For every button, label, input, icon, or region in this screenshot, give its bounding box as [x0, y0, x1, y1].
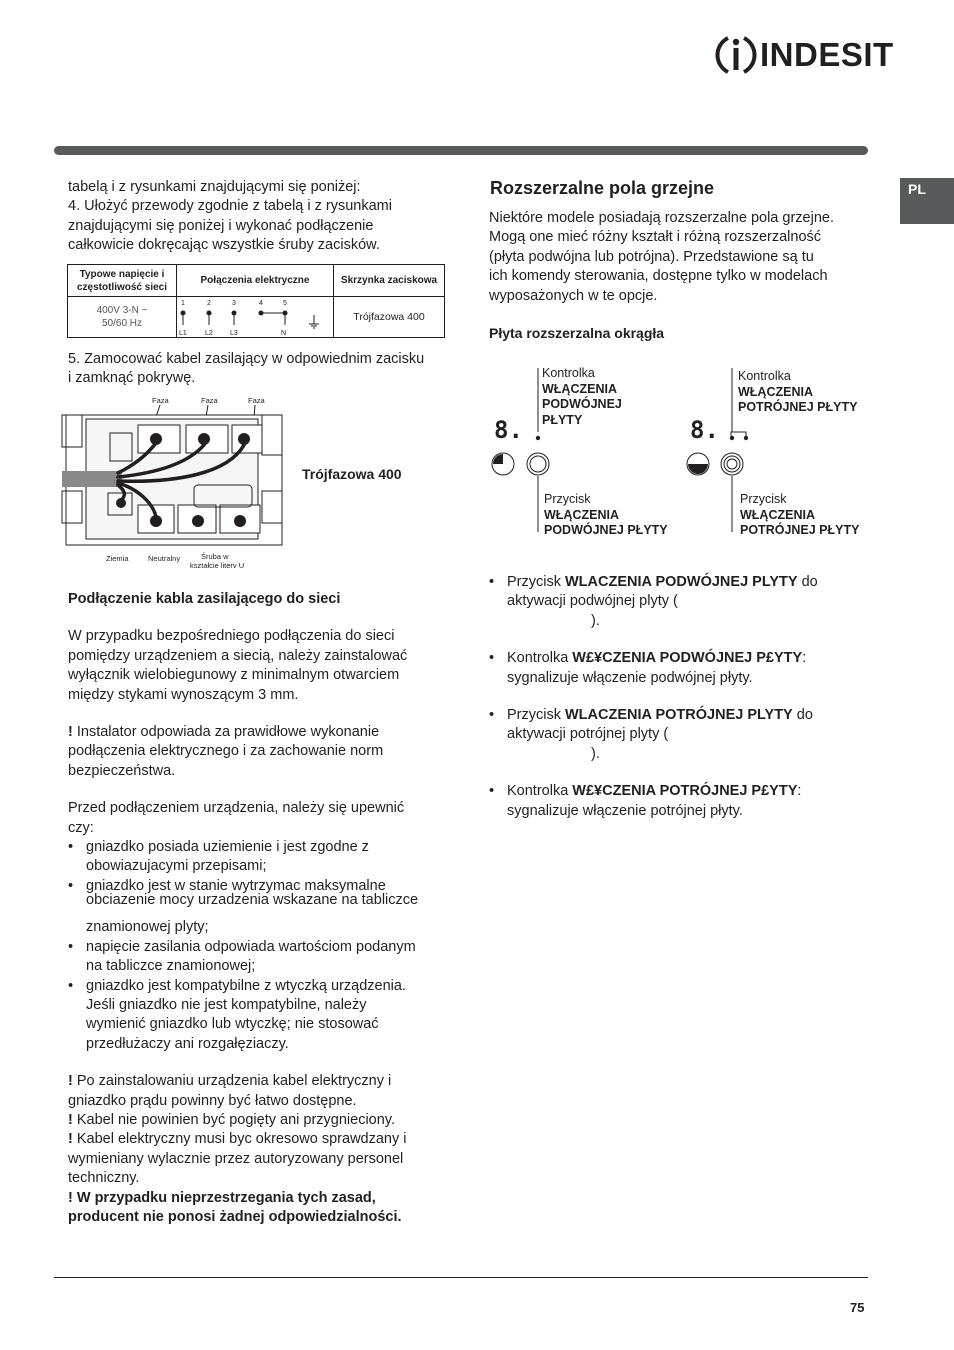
table-header: Połączenia elektryczne: [177, 265, 334, 297]
warning-line: ! Kabel nie powinien być pogięty ani przygnieciony.: [68, 1111, 395, 1128]
footer-rule: [54, 1277, 868, 1278]
terminal-number: 3: [232, 300, 236, 307]
step5-line: 5. Zamocować kabel zasilający w odpowiednim zacisku: [68, 351, 425, 367]
list-item: • gniazdko jest kompatybilne z wtyczką urządzenia. Jeśli gniazdko nie jest kompatybilne, należy wymienić gniazdko lub wtyczkę; nie stosować przedłużaczy ani rozgałęziaczy.: [68, 977, 453, 1055]
wiring-schematic: [177, 297, 334, 338]
terminal-number: 5: [283, 300, 287, 307]
paragraph-line: Mogą one mieć różny kształt i różną rozszerzalność: [489, 229, 822, 246]
list-item: • gniazdko posiada uziemienie i jest zgodne z obowiazujacymi przepisami;: [68, 838, 453, 877]
neutralny-label: Neutralny: [148, 554, 181, 563]
terminal-label: L2: [205, 330, 213, 337]
terminal-number: 4: [259, 300, 263, 307]
page-number: 75: [850, 1300, 865, 1315]
terminal-label: N: [281, 330, 287, 337]
section-heading: Podłączenie kabla zasilającego do sieci: [68, 591, 341, 607]
paragraph-line: wyposażonych w te opcje.: [489, 287, 658, 304]
terminal-label: L1: [179, 330, 187, 337]
display-digit: 8.: [690, 416, 719, 444]
step5: [68, 350, 458, 389]
step5-line: i zamknąć pokrywę.: [68, 370, 196, 387]
warning-line: ! Kabel elektryczny musi byc okresowo sprawdzany i: [68, 1131, 407, 1148]
warning-line: techniczny.: [68, 1170, 140, 1187]
paragraph-line: Przed podłączeniem urządzenia, należy się upewnić: [68, 800, 405, 817]
warning-line: ! Po zainstalowaniu urządzenia kabel elektryczny i: [68, 1073, 392, 1090]
right-bullets: [489, 573, 869, 821]
faza-label: Faza: [152, 396, 169, 405]
sruba-label: Śruba w: [201, 552, 229, 561]
connection-table: [67, 264, 445, 338]
paragraph-line: ich komendy sterowania, dostępne tylko w modelach: [489, 268, 828, 285]
button-label-triple: Przycisk WŁĄCZENIA POTRÓJNEJ PŁYTY: [740, 492, 860, 537]
paragraph-line: pomiędzy urządzeniem a siecią, należy zainstalować: [68, 647, 408, 664]
list-item: • Przycisk WLACZENIA PODWÓJNEJ PLYTY do aktywacji podwójnej plyty ( ).: [489, 573, 869, 631]
paragraph-line: (płyta podwójna lub potrójna). Przedstawione są tu: [489, 248, 814, 265]
list-item: • Kontrolka W£¥CZENIA POTRÓJNEJ P£YTY: sygnalizuje włączenie potrójnej płyty.: [489, 782, 869, 821]
terminal-number: 2: [207, 300, 211, 307]
warning-line: ! W przypadku nieprzestrzegania tych zasad,: [68, 1189, 376, 1206]
brand-name: INDESIT: [760, 36, 894, 73]
table-header: Skrzynka zaciskowa: [334, 265, 445, 297]
warning-line: gniazdko prądu powinny być łatwo dostępne.: [68, 1092, 357, 1109]
list-item: • Kontrolka W£¥CZENIA PODWÓJNEJ P£YTY: sygnalizuje włączenie podwójnej płyty.: [489, 649, 869, 688]
paragraph-line: podłączenia elektrycznego i za zachowanie norm: [68, 743, 384, 760]
sruba-label: kształcie litery U: [190, 561, 245, 568]
indicator-label-double: Kontrolka WŁĄCZENIA PODWÓJNEJ PŁYTY: [542, 366, 622, 427]
indicator-label-triple: Kontrolka WŁĄCZENIA POTRÓJNEJ PŁYTY: [738, 369, 858, 414]
section-title: Rozszerzalne pola grzejne: [490, 178, 715, 198]
terminal-label: L3: [230, 330, 238, 337]
intro-line: znajdującymi się poniżej i wykonać podłączenie: [68, 217, 374, 234]
paragraph-line: wyłącznik wielobiegunowy z minimalnym otwarciem: [68, 667, 400, 684]
brand-logo: [714, 32, 894, 78]
display-digit: 8.: [494, 416, 523, 444]
paragraph-line: W przypadku bezpośredniego podłączenia do sieci: [68, 628, 395, 645]
paragraph-line: bezpieczeństwa.: [68, 762, 176, 779]
table-cell: Trójfazowa 400: [334, 297, 445, 338]
list-item-cont: znamionowej plyty;: [86, 919, 209, 936]
list-item: • gniazdko jest w stanie wytrzymac maksymalne: [68, 877, 453, 891]
intro-line: 4. Ułożyć przewody zgodnie z tabelą i z rysunkami: [68, 198, 392, 215]
list-item: • Przycisk WLACZENIA POTRÓJNEJ PLYTY do aktywacji potrójnej plyty ( ).: [489, 706, 869, 764]
intro-line: tabelą i z rysunkami znajdującymi się poniżej:: [68, 179, 361, 195]
button-label-double: Przycisk WŁĄCZENIA PODWÓJNEJ PŁYTY: [544, 492, 668, 537]
table-header: Typowe napięcie i częstotliwość sieci: [68, 265, 177, 297]
table-cell: 400V 3-N ~ 50/60 Hz: [68, 297, 177, 338]
terminal-number: 1: [181, 300, 185, 307]
paragraph-line: ! Instalator odpowiada za prawidłowe wykonanie: [68, 724, 380, 741]
warning-line: wymieniany wylacznie przez autoryzowany personel: [68, 1150, 404, 1167]
language-tab: [900, 178, 954, 224]
list-item: • napięcie zasilania odpowiada wartościom podanym na tabliczce znamionowej;: [68, 938, 453, 977]
ziemia-label: Ziemia: [106, 554, 129, 563]
paragraph-line: Niektóre modele posiadają rozszerzalne pola grzejne.: [489, 210, 834, 226]
warning-line: producent nie ponosi żadnej odpowiedzialności.: [68, 1208, 402, 1225]
language-tab-label: PL: [908, 181, 926, 197]
right-intro: [489, 209, 869, 306]
left-column: [68, 178, 448, 256]
intro-line: całkowicie dokręcając wszystkie śruby zacisków.: [68, 237, 380, 254]
left-lower-text: [68, 590, 453, 1227]
paragraph-line: czy:: [68, 819, 94, 836]
paragraph-line: między stykami wynoszącym 3 mm.: [68, 686, 299, 703]
terminal-box-diagram: [58, 393, 298, 568]
subheading: Płyta rozszerzalna okrągła: [489, 325, 665, 341]
diagram-caption: Trójfazowa 400: [302, 466, 402, 482]
control-diagram: [488, 362, 878, 542]
indesit-i-icon: [714, 32, 758, 78]
list-item-cont: obciazenie mocy urzadzenia wskazane na tabliczce: [86, 891, 419, 908]
faza-label: Faza: [201, 396, 218, 405]
header-rule: [54, 146, 868, 155]
faza-label: Faza: [248, 396, 265, 405]
